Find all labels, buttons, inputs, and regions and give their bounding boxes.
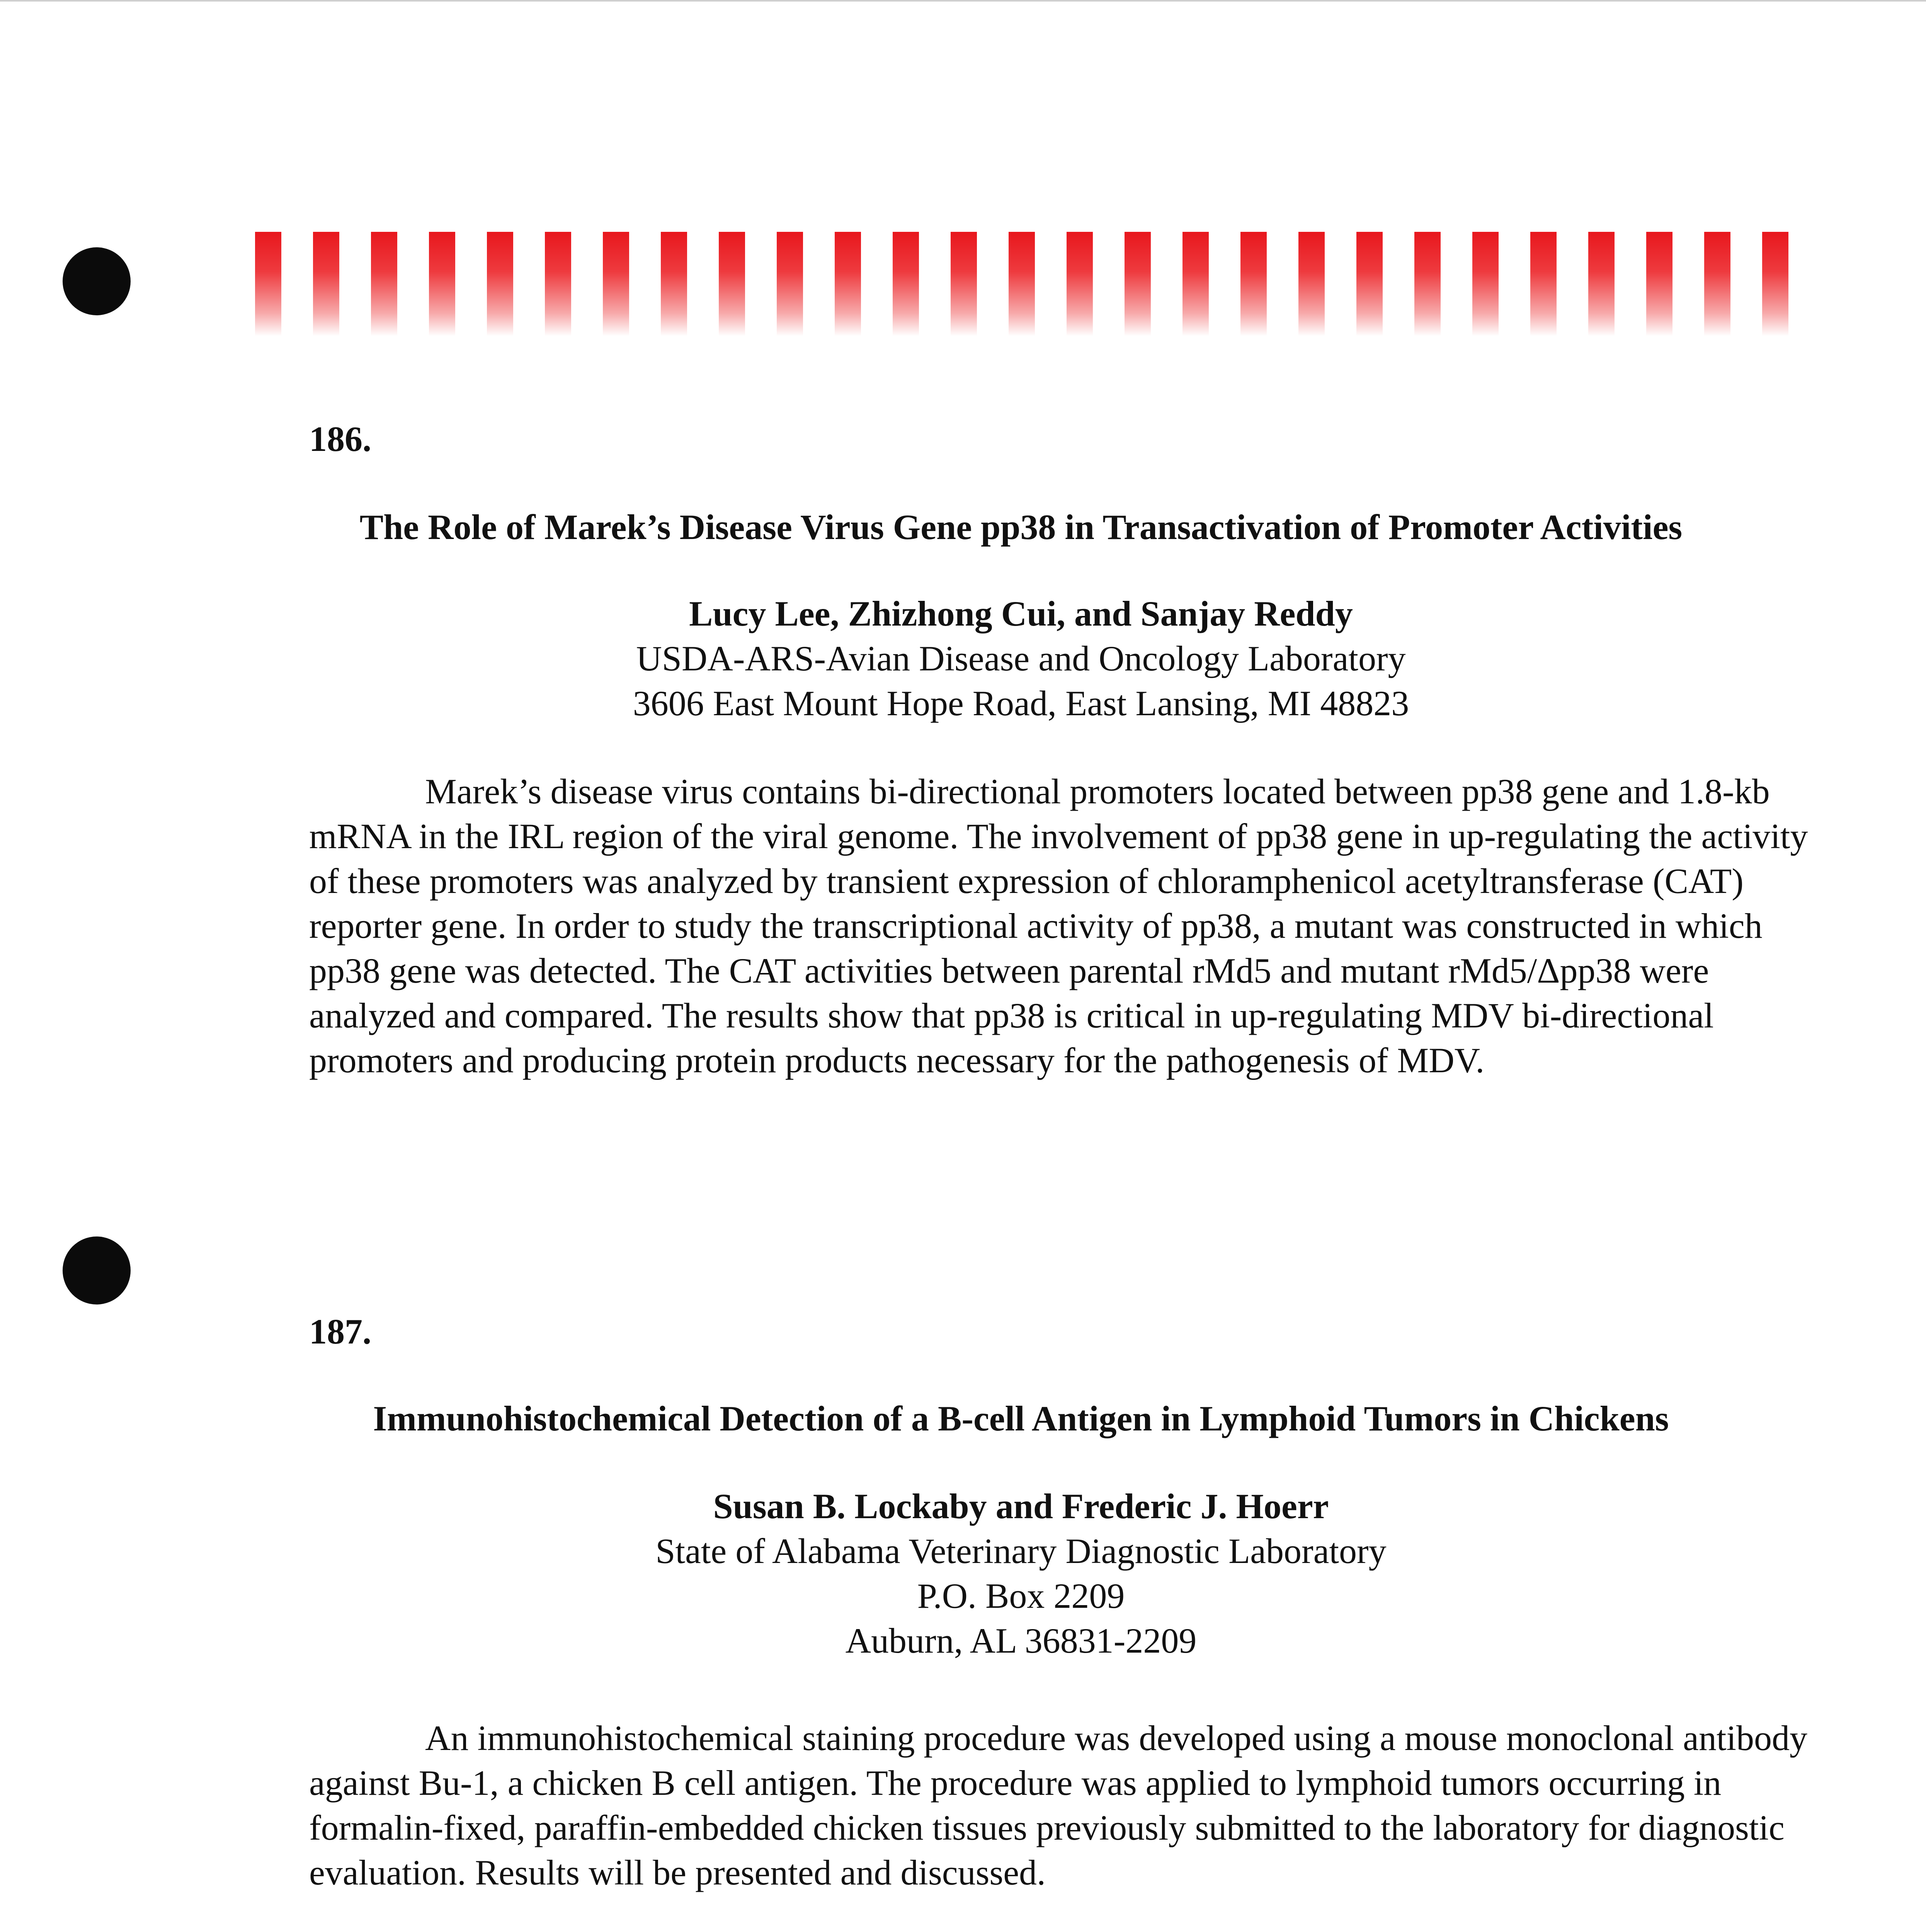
affiliation-line: 3606 East Mount Hope Road, East Lansing, MI 48823 [633,684,1409,723]
banner-bar [1356,232,1383,336]
banner-bar [1588,232,1615,336]
affiliation-line: State of Alabama Veterinary Diagnostic Laboratory [655,1531,1387,1571]
abstract-body: Marek’s disease virus contains bi-directional promoters located between pp38 gene and 1.8-kb mRNA in the IRL region of the viral genome. The involvement of pp38 gene in up-regulating the activity of these promoters was analyzed by transient expression of chloramphenicol acetyltransferase (CAT) reporter gene. In order to study the transcriptional activity of pp38, a mutant was constructed in which pp38 gene was detected. The CAT activities between parental rMd5 and mutant rMd5/Δpp38 were analyzed and compared. The results show that pp38 is critical in up-regulating MDV bi-directional promoters and producing protein products necessary for the pathogenesis of MDV. [309,772,1808,1080]
page-top-rule [0,0,1926,2]
abstract-title: Immunohistochemical Detection of a B-cell Antigen in Lymphoid Tumors in Chickens [373,1399,1669,1438]
authors: Lucy Lee, Zhizhong Cui, and Sanjay Reddy [689,594,1353,633]
banner-bar [661,232,687,336]
banner-bar [1472,232,1499,336]
banner-bar [1067,232,1093,336]
banner-bar [719,232,745,336]
banner-bar [1414,232,1441,336]
decorative-red-banner [255,232,1793,336]
banner-bar [545,232,571,336]
banner-bar [1530,232,1557,336]
banner-bar [603,232,629,336]
banner-bar [835,232,861,336]
binder-hole-middle [63,1236,131,1304]
banner-bar [313,232,339,336]
banner-bar [951,232,977,336]
banner-bar [1704,232,1730,336]
banner-bar [487,232,513,336]
banner-bar [893,232,919,336]
banner-bar [1298,232,1325,336]
affiliation-line: P.O. Box 2209 [917,1576,1125,1616]
abstract-body: An immunohistochemical staining procedure was developed using a mouse monoclonal antibody against Bu-1, a chicken B cell antigen. The procedure was applied to lymphoid tumors occurring in formalin-fixed, paraffin-embedded chicken tissues previously submitted to the laboratory for diagnostic evaluation. Results will be presented and discussed. [309,1718,1807,1892]
banner-bar [1182,232,1209,336]
abstract-title: The Role of Marek’s Disease Virus Gene pp38 in Transactivation of Promoter Activities [359,507,1683,547]
banner-bar [1240,232,1267,336]
authors: Susan B. Lockaby and Frederic J. Hoerr [713,1486,1329,1526]
author-block [0,1484,1926,1663]
banner-bar [255,232,281,336]
banner-bar [1762,232,1788,336]
banner-bar [777,232,803,336]
banner-bar [429,232,455,336]
banner-bar [1009,232,1035,336]
affiliation-line: Auburn, AL 36831-2209 [845,1621,1197,1660]
banner-bar [371,232,397,336]
abstract-number: 187. [309,1312,371,1351]
affiliation-line: USDA-ARS-Avian Disease and Oncology Laboratory [636,639,1406,678]
abstract-number: 186. [309,419,371,459]
banner-bar [1646,232,1672,336]
banner-bar [1125,232,1151,336]
binder-hole-top [63,247,131,315]
author-block [0,591,1926,726]
